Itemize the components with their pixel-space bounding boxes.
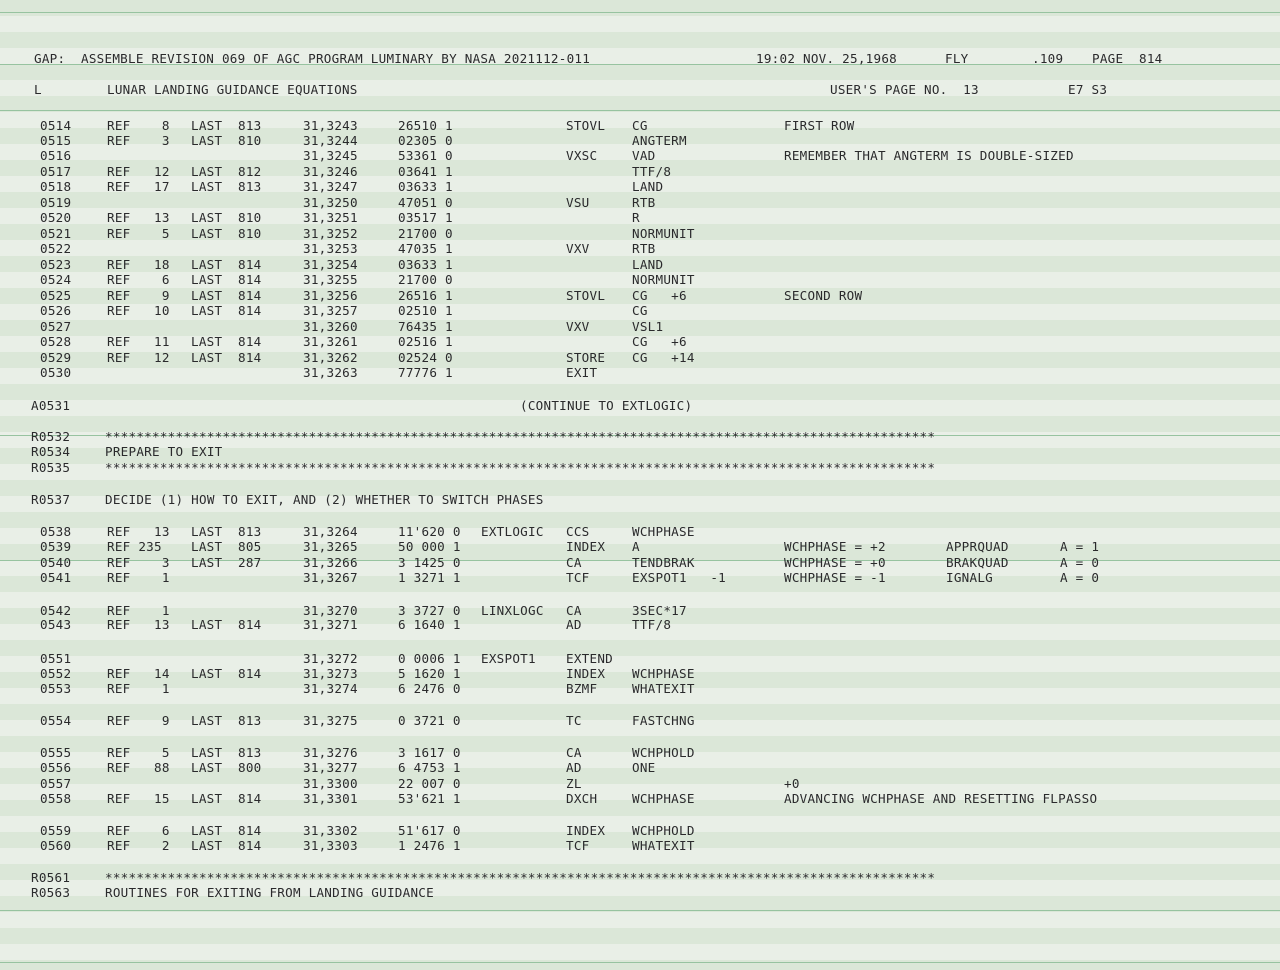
address: 31,3244 — [303, 133, 358, 148]
line-number: 0526 — [40, 303, 72, 318]
octal-word: 03517 1 — [398, 210, 453, 225]
section-title: LUNAR LANDING GUIDANCE EQUATIONS — [107, 82, 358, 97]
comment: SECOND ROW — [784, 288, 863, 303]
operand: NORMUNIT — [632, 226, 695, 241]
address: 31,3301 — [303, 791, 358, 806]
build-tag: FLY — [945, 51, 969, 66]
last-ref: LAST 814 — [191, 666, 262, 681]
comment-routine: BRAKQUAD — [946, 555, 1009, 570]
octal-word: 53'621 1 — [398, 791, 461, 806]
operand: LAND — [632, 257, 664, 272]
last-ref: LAST 814 — [191, 334, 262, 349]
octal-word: 3 1425 0 — [398, 555, 461, 570]
opcode: EXTEND — [566, 651, 613, 666]
opcode: INDEX — [566, 539, 606, 554]
address: 31,3302 — [303, 823, 358, 838]
operand: RTB — [632, 241, 656, 256]
address: 31,3254 — [303, 257, 358, 272]
octal-word: 0 3721 0 — [398, 713, 461, 728]
separator-stars: ********************************************************************************************************** — [105, 429, 936, 444]
symbol-label: LINXLOGC — [481, 603, 544, 618]
operand: NORMUNIT — [632, 272, 695, 287]
line-number: 0528 — [40, 334, 72, 349]
opcode: AD — [566, 760, 582, 775]
remark-text: DECIDE (1) HOW TO EXIT, AND (2) WHETHER TO SWITCH PHASES — [105, 492, 544, 507]
comment-value: A = 1 — [1060, 539, 1100, 554]
octal-word: 6 2476 0 — [398, 681, 461, 696]
ref-count: REF 17 — [107, 179, 170, 194]
address: 31,3272 — [303, 651, 358, 666]
octal-word: 26510 1 — [398, 118, 453, 133]
operand: VSL1 — [632, 319, 664, 334]
address: 31,3256 — [303, 288, 358, 303]
line-number: 0559 — [40, 823, 72, 838]
comment-value: A = 0 — [1060, 555, 1100, 570]
address: 31,3260 — [303, 319, 358, 334]
operand: TTF/8 — [632, 617, 672, 632]
opcode: EXIT — [566, 365, 598, 380]
ref-count: REF 14 — [107, 666, 170, 681]
address: 31,3277 — [303, 760, 358, 775]
paper-rule — [0, 910, 1280, 911]
address: 31,3266 — [303, 555, 358, 570]
address: 31,3276 — [303, 745, 358, 760]
address: 31,3255 — [303, 272, 358, 287]
opcode: BZMF — [566, 681, 598, 696]
operand: RTB — [632, 195, 656, 210]
address: 31,3247 — [303, 179, 358, 194]
octal-word: 03633 1 — [398, 257, 453, 272]
operand: CG +14 — [632, 350, 695, 365]
last-ref: LAST 805 — [191, 539, 262, 554]
operand: WHATEXIT — [632, 681, 695, 696]
ref-count: REF 5 — [107, 226, 170, 241]
octal-word: 0 0006 1 — [398, 651, 461, 666]
octal-word: 21700 0 — [398, 226, 453, 241]
operand: WCHPHASE — [632, 791, 695, 806]
last-ref: LAST 813 — [191, 179, 262, 194]
line-number: 0541 — [40, 570, 72, 585]
opcode: TCF — [566, 838, 590, 853]
header-line — [0, 51, 1163, 66]
octal-word: 77776 1 — [398, 365, 453, 380]
operand: A — [632, 539, 640, 554]
operand: WCHPHASE — [632, 666, 695, 681]
octal-word: 1 3271 1 — [398, 570, 461, 585]
opcode: STOVL — [566, 118, 606, 133]
octal-word: 53361 0 — [398, 148, 453, 163]
operand: VAD — [632, 148, 656, 163]
line-number: 0530 — [40, 365, 72, 380]
assembly-banner: GAP: ASSEMBLE REVISION 069 OF AGC PROGRAM LUMINARY BY NASA 2021112-011 — [34, 51, 591, 66]
comment: ADVANCING WCHPHASE AND RESETTING FLPASSO — [784, 791, 1098, 806]
opcode: STOVL — [566, 288, 606, 303]
line-number: 0557 — [40, 776, 72, 791]
ref-count: REF 12 — [107, 164, 170, 179]
operand: R — [632, 210, 640, 225]
operand: ONE — [632, 760, 656, 775]
address: 31,3246 — [303, 164, 358, 179]
address: 31,3303 — [303, 838, 358, 853]
users-page-number: USER'S PAGE NO. 13 — [830, 82, 979, 97]
line-number: R0534 — [31, 444, 71, 459]
last-ref: LAST 814 — [191, 303, 262, 318]
opcode: CCS — [566, 524, 590, 539]
opcode: CA — [566, 555, 582, 570]
operand: CG — [632, 118, 648, 133]
opcode: VXSC — [566, 148, 598, 163]
line-number: 0524 — [40, 272, 72, 287]
last-ref: LAST 812 — [191, 164, 262, 179]
line-number: 0517 — [40, 164, 72, 179]
timestamp: 19:02 NOV. 25,1968 — [756, 51, 897, 66]
address: 31,3271 — [303, 617, 358, 632]
line-number: 0553 — [40, 681, 72, 696]
line-number: 0523 — [40, 257, 72, 272]
last-ref: LAST 810 — [191, 133, 262, 148]
last-ref: LAST 814 — [191, 257, 262, 272]
octal-word: 5 1620 1 — [398, 666, 461, 681]
line-number: 0514 — [40, 118, 72, 133]
remark-text: ROUTINES FOR EXITING FROM LANDING GUIDANCE — [105, 885, 434, 900]
address: 31,3300 — [303, 776, 358, 791]
operand: FASTCHNG — [632, 713, 695, 728]
separator-stars: ********************************************************************************************************** — [105, 460, 936, 475]
address: 31,3262 — [303, 350, 358, 365]
octal-word: 47051 0 — [398, 195, 453, 210]
octal-word: 50 000 1 — [398, 539, 461, 554]
section-line — [0, 82, 1108, 97]
line-number: R0535 — [31, 460, 71, 475]
line-number: 0529 — [40, 350, 72, 365]
opcode: AD — [566, 617, 582, 632]
octal-word: 03641 1 — [398, 164, 453, 179]
line-number: 0525 — [40, 288, 72, 303]
ref-count: REF 6 — [107, 823, 170, 838]
line-number: 0519 — [40, 195, 72, 210]
opcode: VSU — [566, 195, 590, 210]
address: 31,3265 — [303, 539, 358, 554]
comment: FIRST ROW — [784, 118, 855, 133]
octal-word: 02516 1 — [398, 334, 453, 349]
ref-count: REF 1 — [107, 681, 170, 696]
last-ref: LAST 810 — [191, 226, 262, 241]
line-number: 0538 — [40, 524, 72, 539]
opcode: DXCH — [566, 791, 598, 806]
ref-count: REF 18 — [107, 257, 170, 272]
ref-count: REF 13 — [107, 617, 170, 632]
separator-stars: ********************************************************************************************************** — [105, 870, 936, 885]
comment-routine: IGNALG — [946, 570, 993, 585]
ref-count: REF 10 — [107, 303, 170, 318]
address: 31,3273 — [303, 666, 358, 681]
last-ref: LAST 800 — [191, 760, 262, 775]
line-number: 0542 — [40, 603, 72, 618]
operand: CG +6 — [632, 334, 687, 349]
operand: WCHPHASE — [632, 524, 695, 539]
ref-count: REF 5 — [107, 745, 170, 760]
page-number: PAGE 814 — [1092, 51, 1163, 66]
octal-word: 51'617 0 — [398, 823, 461, 838]
line-number: 0555 — [40, 745, 72, 760]
paper-rule — [0, 12, 1280, 13]
opcode: CA — [566, 745, 582, 760]
remark-text: PREPARE TO EXIT — [105, 444, 223, 459]
line-number: 0516 — [40, 148, 72, 163]
octal-word: 3 1617 0 — [398, 745, 461, 760]
line-number: 0558 — [40, 791, 72, 806]
ref-count: REF 1 — [107, 570, 170, 585]
octal-word: 6 1640 1 — [398, 617, 461, 632]
ref-count: REF 6 — [107, 272, 170, 287]
line-number: R0563 — [31, 885, 71, 900]
opcode: VXV — [566, 319, 590, 334]
opcode: INDEX — [566, 823, 606, 838]
address: 31,3275 — [303, 713, 358, 728]
octal-word: 1 2476 1 — [398, 838, 461, 853]
address: 31,3267 — [303, 570, 358, 585]
comment: REMEMBER THAT ANGTERM IS DOUBLE-SIZED — [784, 148, 1074, 163]
ref-count: REF 12 — [107, 350, 170, 365]
paper-rule — [0, 110, 1280, 111]
line-number: R0561 — [31, 870, 71, 885]
ref-count: REF 3 — [107, 133, 170, 148]
operand: TTF/8 — [632, 164, 672, 179]
operand: LAND — [632, 179, 664, 194]
comment-routine: APPRQUAD — [946, 539, 1009, 554]
operand: TENDBRAK — [632, 555, 695, 570]
comment-value: A = 0 — [1060, 570, 1100, 585]
address: 31,3263 — [303, 365, 358, 380]
opcode: CA — [566, 603, 582, 618]
line-number: 0521 — [40, 226, 72, 241]
opcode: VXV — [566, 241, 590, 256]
opcode: STORE — [566, 350, 606, 365]
line-number: R0537 — [31, 492, 71, 507]
octal-word: 21700 0 — [398, 272, 453, 287]
address: 31,3261 — [303, 334, 358, 349]
operand: WCHPHOLD — [632, 823, 695, 838]
address: 31,3274 — [303, 681, 358, 696]
edition-code: E7 S3 — [1068, 82, 1108, 97]
last-ref: LAST 287 — [191, 555, 262, 570]
ref-count: REF 3 — [107, 555, 170, 570]
revision-code: .109 — [1032, 51, 1064, 66]
octal-word: 11'620 0 — [398, 524, 461, 539]
last-ref: LAST 814 — [191, 288, 262, 303]
line-number: 0556 — [40, 760, 72, 775]
ref-count: REF 13 — [107, 210, 170, 225]
last-ref: LAST 813 — [191, 524, 262, 539]
address: 31,3264 — [303, 524, 358, 539]
ref-count: REF 1 — [107, 603, 170, 618]
opcode: ZL — [566, 776, 582, 791]
symbol-label: EXSPOT1 — [481, 651, 536, 666]
comment: WCHPHASE = +0 — [784, 555, 886, 570]
line-number: 0540 — [40, 555, 72, 570]
ref-count: REF 8 — [107, 118, 170, 133]
address: 31,3257 — [303, 303, 358, 318]
last-ref: LAST 814 — [191, 617, 262, 632]
octal-word: 02524 0 — [398, 350, 453, 365]
line-number: 0552 — [40, 666, 72, 681]
last-ref: LAST 813 — [191, 118, 262, 133]
opcode: TCF — [566, 570, 590, 585]
paper-rule — [0, 962, 1280, 963]
operand: CG — [632, 303, 648, 318]
operand: 3SEC*17 — [632, 603, 687, 618]
opcode: TC — [566, 713, 582, 728]
ref-count: REF 235 — [107, 539, 162, 554]
line-number: R0532 — [31, 429, 71, 444]
opcode: INDEX — [566, 666, 606, 681]
ref-count: REF 11 — [107, 334, 170, 349]
octal-word: 3 3727 0 — [398, 603, 461, 618]
operand: EXSPOT1 -1 — [632, 570, 726, 585]
operand: WHATEXIT — [632, 838, 695, 853]
octal-word: 26516 1 — [398, 288, 453, 303]
operand: WCHPHOLD — [632, 745, 695, 760]
line-number: 0554 — [40, 713, 72, 728]
comment: +0 — [784, 776, 800, 791]
line-number: 0518 — [40, 179, 72, 194]
line-number: 0515 — [40, 133, 72, 148]
comment: WCHPHASE = +2 — [784, 539, 886, 554]
address: 31,3252 — [303, 226, 358, 241]
line-number: 0560 — [40, 838, 72, 853]
address: 31,3245 — [303, 148, 358, 163]
last-ref: LAST 814 — [191, 791, 262, 806]
section-marker: L — [34, 82, 42, 97]
last-ref: LAST 813 — [191, 713, 262, 728]
last-ref: LAST 814 — [191, 272, 262, 287]
ref-count: REF 9 — [107, 288, 170, 303]
ref-count: REF 2 — [107, 838, 170, 853]
continuation-note: (CONTINUE TO EXTLOGIC) — [520, 398, 693, 413]
octal-word: 02305 0 — [398, 133, 453, 148]
line-number: 0520 — [40, 210, 72, 225]
operand: CG +6 — [632, 288, 687, 303]
comment: WCHPHASE = -1 — [784, 570, 886, 585]
operand: ANGTERM — [632, 133, 687, 148]
address: 31,3250 — [303, 195, 358, 210]
octal-word: 03633 1 — [398, 179, 453, 194]
ref-count: REF 13 — [107, 524, 170, 539]
ref-count: REF 88 — [107, 760, 170, 775]
address: 31,3253 — [303, 241, 358, 256]
octal-word: 02510 1 — [398, 303, 453, 318]
line-number: 0527 — [40, 319, 72, 334]
address: 31,3251 — [303, 210, 358, 225]
address: 31,3270 — [303, 603, 358, 618]
ref-count: REF 9 — [107, 713, 170, 728]
last-ref: LAST 814 — [191, 838, 262, 853]
symbol-label: EXTLOGIC — [481, 524, 544, 539]
last-ref: LAST 810 — [191, 210, 262, 225]
line-number: 0551 — [40, 651, 72, 666]
line-number: 0539 — [40, 539, 72, 554]
octal-word: 6 4753 1 — [398, 760, 461, 775]
last-ref: LAST 814 — [191, 823, 262, 838]
last-ref: LAST 813 — [191, 745, 262, 760]
last-ref: LAST 814 — [191, 350, 262, 365]
address: 31,3243 — [303, 118, 358, 133]
ref-count: REF 15 — [107, 791, 170, 806]
octal-word: 47035 1 — [398, 241, 453, 256]
line-number: A0531 — [31, 398, 71, 413]
octal-word: 76435 1 — [398, 319, 453, 334]
line-number: 0543 — [40, 617, 72, 632]
line-number: 0522 — [40, 241, 72, 256]
octal-word: 22 007 0 — [398, 776, 461, 791]
